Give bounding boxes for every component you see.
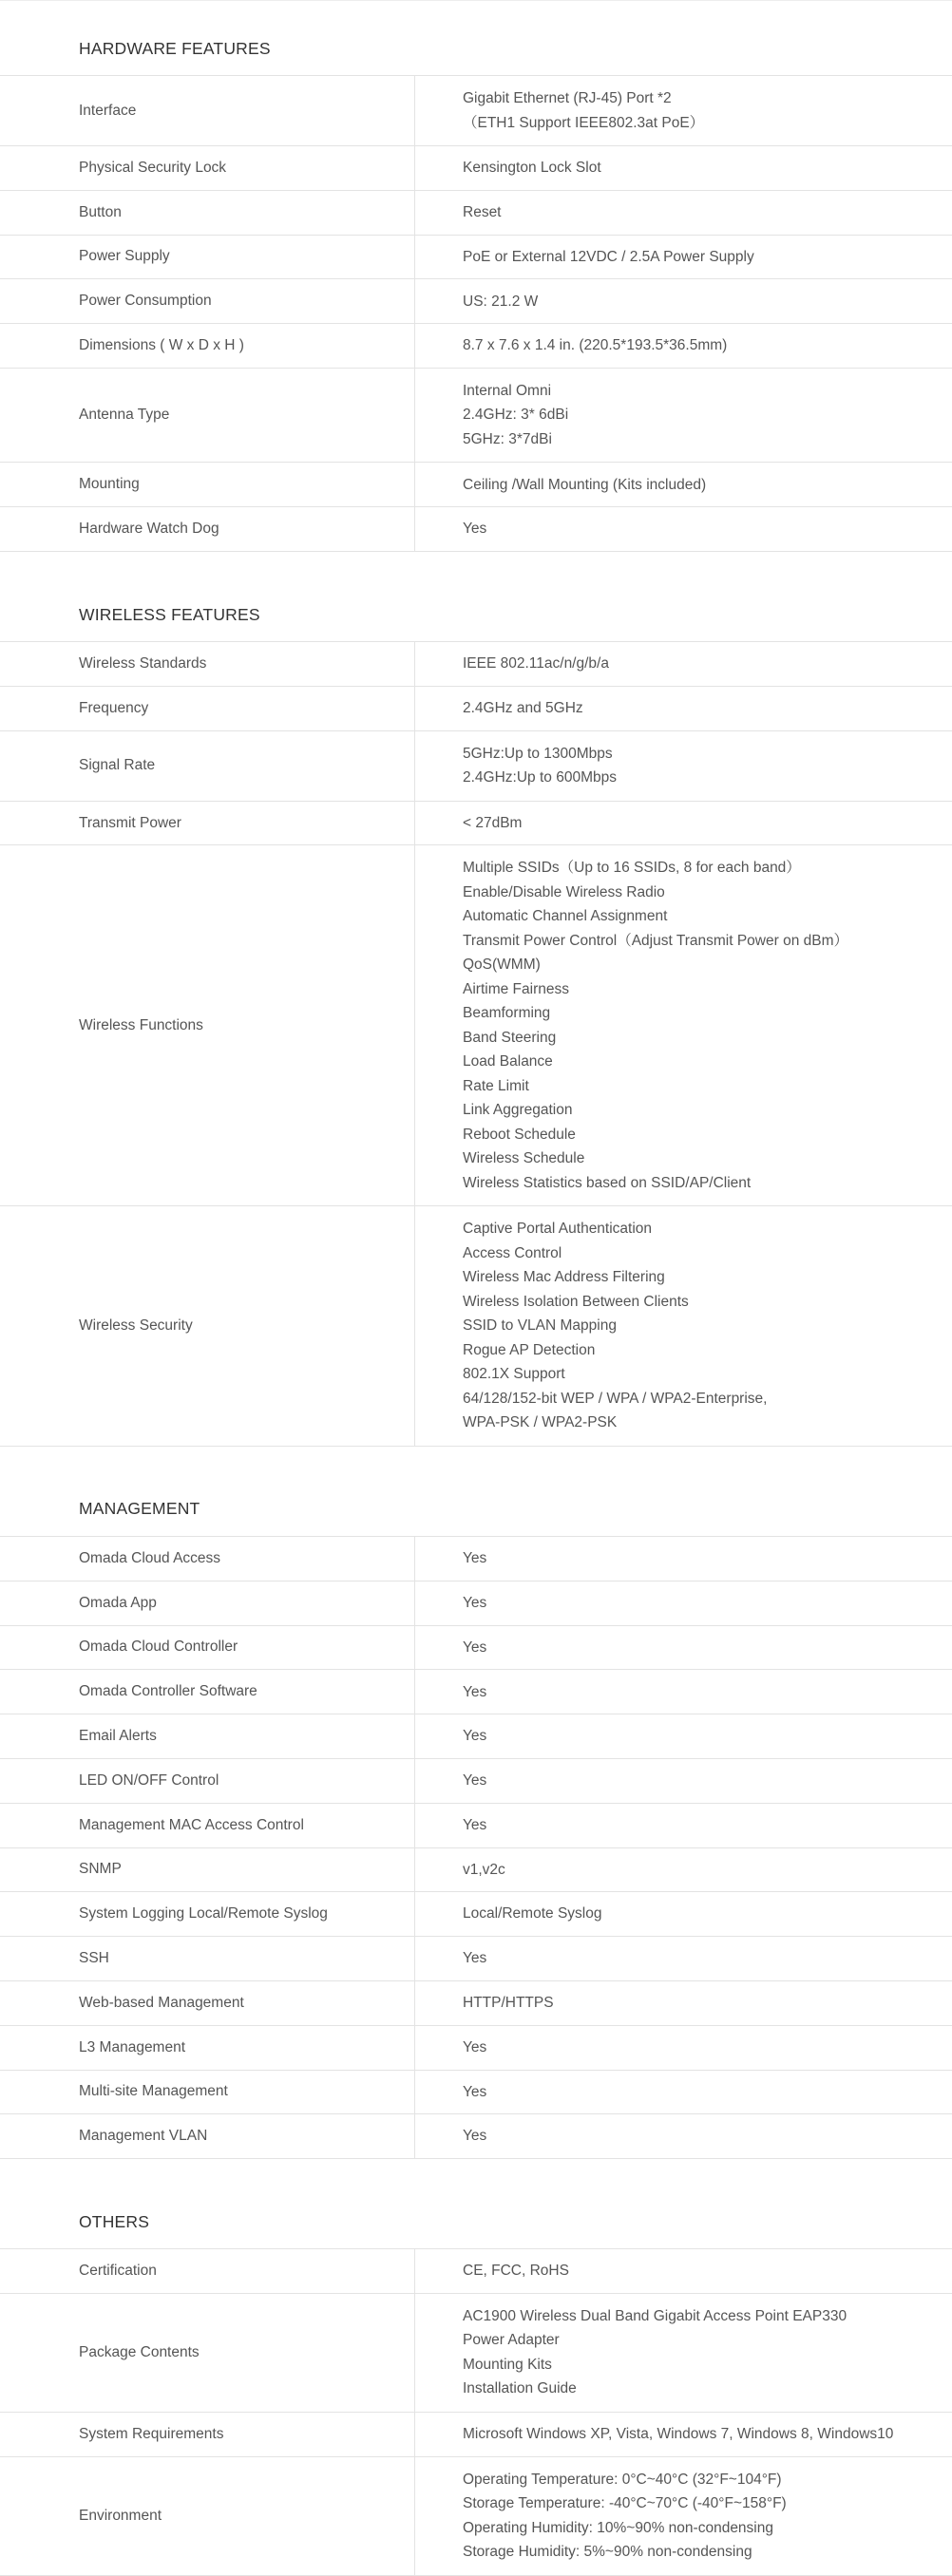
spec-value — [415, 2026, 952, 2070]
spec-label: L3 Management — [0, 2026, 415, 2070]
spec-value-line: CE, FCC, RoHS — [463, 2263, 569, 2280]
spec-value-line: Operating Temperature: 0°C~40°C (32°F~104°F) — [463, 2471, 782, 2488]
spec-value — [415, 1848, 952, 1892]
spec-row — [0, 191, 952, 236]
spec-value-line: 5GHz: 3*7dBi — [463, 430, 552, 447]
spec-row — [0, 802, 952, 846]
spec-value-line: Link Aggregation — [463, 1102, 573, 1119]
spec-row — [0, 845, 952, 1206]
spec-row — [0, 1626, 952, 1671]
spec-value-line: Band Steering — [463, 1029, 557, 1046]
spec-value-line: Transmit Power Control（Adjust Transmit Power on dBm） — [463, 932, 848, 949]
spec-value-line: Automatic Channel Assignment — [463, 908, 668, 925]
spec-value-line: Yes — [463, 1550, 487, 1567]
spec-value-line: SSID to VLAN Mapping — [463, 1317, 617, 1335]
spec-row — [0, 2457, 952, 2576]
spec-value — [415, 2249, 952, 2293]
spec-value-line: 802.1X Support — [463, 1366, 565, 1383]
spec-row — [0, 1804, 952, 1848]
spec-label: System Requirements — [0, 2413, 415, 2456]
spec-value-line: IEEE 802.11ac/n/g/b/a — [463, 655, 609, 672]
spec-value — [415, 236, 952, 279]
section-title: MANAGEMENT — [0, 1483, 952, 1537]
spec-value — [415, 2114, 952, 2158]
spec-label: Omada App — [0, 1582, 415, 1625]
section-hardware — [0, 22, 952, 552]
spec-value — [415, 191, 952, 235]
spec-value-line: Yes — [463, 1638, 487, 1656]
spec-value-line: Yes — [463, 1816, 487, 1833]
spec-value — [415, 1714, 952, 1758]
spec-value-line: Reboot Schedule — [463, 1126, 576, 1143]
spec-value — [415, 1537, 952, 1581]
spec-row — [0, 507, 952, 552]
spec-label: SSH — [0, 1937, 415, 1980]
spec-value-line: v1,v2c — [463, 1861, 505, 1878]
spec-value-line: AC1900 Wireless Dual Band Gigabit Access Point EAP330 — [463, 2307, 847, 2324]
spec-value — [415, 845, 952, 1205]
spec-value — [415, 802, 952, 845]
spec-value-line: （ETH1 Support IEEE802.3at PoE） — [463, 114, 705, 131]
spec-value-line: Captive Portal Authentication — [463, 1221, 653, 1238]
spec-row — [0, 1981, 952, 2026]
spec-row — [0, 369, 952, 464]
spec-row — [0, 2071, 952, 2115]
spec-row — [0, 2026, 952, 2071]
spec-row — [0, 1892, 952, 1937]
spec-value — [415, 642, 952, 686]
spec-label: Package Contents — [0, 2294, 415, 2412]
spec-value — [415, 1981, 952, 2025]
spec-label: Frequency — [0, 687, 415, 730]
spec-value-line: Access Control — [463, 1244, 562, 1261]
spec-value-line: PoE or External 12VDC / 2.5A Power Supply — [463, 248, 754, 265]
spec-label: Environment — [0, 2457, 415, 2575]
spec-value-line: Wireless Statistics based on SSID/AP/Client — [463, 1174, 752, 1191]
spec-label: Email Alerts — [0, 1714, 415, 1758]
section-title: WIRELESS FEATURES — [0, 588, 952, 642]
spec-value-line: Wireless Mac Address Filtering — [463, 1269, 665, 1286]
spec-value-line: Gigabit Ethernet (RJ-45) Port *2 — [463, 90, 672, 106]
spec-value-line: Operating Humidity: 10%~90% non-condensing — [463, 2519, 773, 2536]
spec-value-line: Rogue AP Detection — [463, 1341, 596, 1358]
spec-value — [415, 76, 952, 145]
spec-label: Multi-site Management — [0, 2071, 415, 2114]
spec-value-line: Storage Humidity: 5%~90% non-condensing — [463, 2544, 752, 2561]
spec-value — [415, 507, 952, 551]
spec-row — [0, 731, 952, 802]
spec-value-line: 2.4GHz:Up to 600Mbps — [463, 769, 617, 786]
spec-label: Button — [0, 191, 415, 235]
section-title: OTHERS — [0, 2195, 952, 2249]
spec-value-line: Yes — [463, 1728, 487, 1745]
spec-value — [415, 1759, 952, 1803]
spec-row — [0, 463, 952, 507]
spec-value-line: Airtime Fairness — [463, 980, 569, 997]
spec-label: Antenna Type — [0, 369, 415, 463]
section-others — [0, 2195, 952, 2576]
spec-value — [415, 146, 952, 190]
spec-row — [0, 1759, 952, 1804]
spec-value-line: Power Adapter — [463, 2332, 560, 2349]
spec-value-line: 8.7 x 7.6 x 1.4 in. (220.5*193.5*36.5mm) — [463, 337, 728, 354]
spec-value — [415, 279, 952, 323]
spec-value-line: Yes — [463, 1772, 487, 1790]
spec-label: Omada Cloud Controller — [0, 1626, 415, 1670]
spec-row — [0, 2249, 952, 2294]
spec-value — [415, 2294, 952, 2412]
spec-value-line: US: 21.2 W — [463, 293, 539, 310]
specifications-table — [0, 22, 952, 2576]
spec-row — [0, 76, 952, 146]
spec-label: Web-based Management — [0, 1981, 415, 2025]
spec-row — [0, 324, 952, 369]
spec-label: LED ON/OFF Control — [0, 1759, 415, 1803]
spec-row — [0, 1714, 952, 1759]
spec-row — [0, 1582, 952, 1626]
spec-value-line: Load Balance — [463, 1053, 553, 1070]
spec-label: Wireless Security — [0, 1206, 415, 1446]
spec-label: Management VLAN — [0, 2114, 415, 2158]
spec-label: Omada Controller Software — [0, 1670, 415, 1714]
spec-value-line: Yes — [463, 521, 487, 538]
spec-row — [0, 146, 952, 191]
spec-value — [415, 1804, 952, 1847]
spec-value-line: Yes — [463, 1594, 487, 1611]
spec-row — [0, 1537, 952, 1582]
spec-value-line: HTTP/HTTPS — [463, 1995, 554, 2012]
spec-label: Transmit Power — [0, 802, 415, 845]
spec-value-line: Kensington Lock Slot — [463, 160, 601, 177]
spec-value-line: Rate Limit — [463, 1077, 529, 1094]
spec-value-line: WPA-PSK / WPA2-PSK — [463, 1414, 618, 1431]
spec-value-line: Local/Remote Syslog — [463, 1905, 602, 1923]
spec-value — [415, 324, 952, 368]
spec-label: Dimensions ( W x D x H ) — [0, 324, 415, 368]
spec-row — [0, 236, 952, 280]
spec-label: SNMP — [0, 1848, 415, 1892]
spec-row — [0, 279, 952, 324]
spec-row — [0, 1937, 952, 1981]
spec-row — [0, 642, 952, 687]
section-wireless — [0, 588, 952, 1447]
spec-value-line: QoS(WMM) — [463, 957, 541, 974]
spec-row — [0, 2294, 952, 2413]
spec-label: Signal Rate — [0, 731, 415, 801]
spec-label: Certification — [0, 2249, 415, 2293]
spec-value-line: 2.4GHz and 5GHz — [463, 700, 583, 717]
spec-value — [415, 687, 952, 730]
spec-value — [415, 1626, 952, 1670]
spec-label: Wireless Functions — [0, 845, 415, 1205]
spec-value — [415, 1670, 952, 1714]
spec-value-line: Wireless Isolation Between Clients — [463, 1293, 689, 1310]
spec-value-line: Wireless Schedule — [463, 1150, 585, 1167]
spec-value-line: Yes — [463, 2083, 487, 2100]
spec-value-line: Beamforming — [463, 1005, 551, 1022]
spec-label: Mounting — [0, 463, 415, 506]
spec-label: Interface — [0, 76, 415, 145]
spec-value — [415, 1892, 952, 1936]
spec-row — [0, 1206, 952, 1447]
spec-value-line: Mounting Kits — [463, 2356, 552, 2373]
spec-value-line: < 27dBm — [463, 814, 523, 831]
spec-value-line: Installation Guide — [463, 2380, 577, 2397]
spec-value-line: Yes — [463, 1683, 487, 1700]
spec-label: Omada Cloud Access — [0, 1537, 415, 1581]
spec-label: Power Supply — [0, 236, 415, 279]
spec-value — [415, 731, 952, 801]
spec-label: Wireless Standards — [0, 642, 415, 686]
spec-value — [415, 2457, 952, 2575]
spec-label: Hardware Watch Dog — [0, 507, 415, 551]
section-title: HARDWARE FEATURES — [0, 22, 952, 76]
spec-value-line: Yes — [463, 1950, 487, 1967]
spec-label: System Logging Local/Remote Syslog — [0, 1892, 415, 1936]
spec-value-line: Yes — [463, 2128, 487, 2145]
spec-label: Management MAC Access Control — [0, 1804, 415, 1847]
spec-value-line: Multiple SSIDs（Up to 16 SSIDs, 8 for each band） — [463, 860, 801, 877]
spec-value-line: Ceiling /Wall Mounting (Kits included) — [463, 476, 707, 493]
spec-label: Physical Security Lock — [0, 146, 415, 190]
spec-label: Power Consumption — [0, 279, 415, 323]
spec-row — [0, 687, 952, 731]
spec-row — [0, 2413, 952, 2457]
spec-value — [415, 1582, 952, 1625]
spec-value — [415, 2413, 952, 2456]
spec-value-line: Microsoft Windows XP, Vista, Windows 7, Windows 8, Windows10 — [463, 2426, 894, 2443]
spec-value-line: Reset — [463, 203, 502, 220]
spec-value-line: Yes — [463, 2038, 487, 2055]
spec-value — [415, 2071, 952, 2114]
spec-value-line: Enable/Disable Wireless Radio — [463, 883, 665, 900]
spec-value-line: Internal Omni — [463, 382, 552, 399]
spec-value-line: 2.4GHz: 3* 6dBi — [463, 407, 569, 424]
spec-row — [0, 2114, 952, 2159]
spec-value-line: 5GHz:Up to 1300Mbps — [463, 745, 613, 762]
spec-row — [0, 1848, 952, 1893]
spec-row — [0, 1670, 952, 1714]
top-divider — [0, 0, 952, 1]
spec-value-line: Storage Temperature: -40°C~70°C (-40°F~158°F) — [463, 2495, 787, 2512]
section-management — [0, 1483, 952, 2159]
spec-value — [415, 1937, 952, 1980]
spec-value — [415, 1206, 952, 1446]
spec-value — [415, 463, 952, 506]
spec-value-line: 64/128/152-bit WEP / WPA / WPA2-Enterprise, — [463, 1390, 768, 1407]
spec-value — [415, 369, 952, 463]
